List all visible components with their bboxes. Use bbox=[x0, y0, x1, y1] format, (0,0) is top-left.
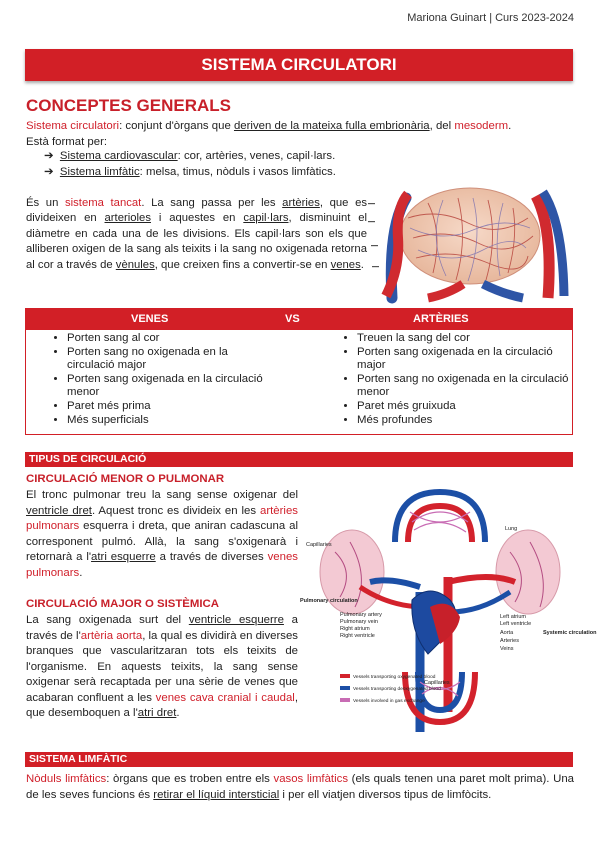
label-left-atrium: Left atrium bbox=[500, 614, 526, 620]
legend-exchange: Vessels involved in gas exchange bbox=[353, 699, 425, 704]
text: El tronc pulmonar treu la sang sense oxigenar del bbox=[26, 489, 298, 501]
heading-circulacio-major: CIRCULACIÓ MAJOR O SISTÈMICA bbox=[26, 598, 220, 610]
term-limfatic: Sistema limfàtic bbox=[59, 165, 140, 178]
term-arteries-pulmonars: artèries pulmonars bbox=[26, 504, 298, 532]
arteries-item: • Porten sang no oxigenada en la circulació menor bbox=[357, 373, 569, 400]
def-underlined: deriven de la mateixa fulla embrionària bbox=[233, 120, 430, 132]
term-atri-dret: atri dret bbox=[137, 707, 177, 719]
def-text: . bbox=[508, 120, 512, 132]
col-vs: VS bbox=[285, 313, 300, 325]
text: a través de l' bbox=[26, 614, 298, 642]
term-venes: venes bbox=[330, 258, 361, 271]
term-capillars: capil·lars bbox=[243, 212, 289, 225]
def-text: : conjunt d'òrgans que bbox=[119, 120, 234, 132]
venes-item: • Porten sang no oxigenada en la circulació major bbox=[67, 346, 271, 373]
term-noduls-limfatics: Nòduls limfàtics bbox=[26, 773, 107, 785]
venes-item: • Més superficials bbox=[67, 414, 271, 428]
legend-deoxygenated: Vessels transporting deoxygenated blood bbox=[353, 687, 441, 692]
text: , que es divideixen en bbox=[26, 197, 368, 225]
arteries-column bbox=[339, 332, 569, 427]
list-item bbox=[44, 165, 336, 181]
label-arteries: Arteries bbox=[500, 638, 519, 644]
term-arteries: artèries bbox=[282, 197, 320, 209]
arrow-icon: ➔ bbox=[44, 150, 54, 162]
definition-paragraph bbox=[26, 119, 576, 150]
text: , que desemboquen a l' bbox=[26, 691, 298, 719]
section-bar-limfatic: SISTEMA LIMFÀTIC bbox=[25, 752, 573, 767]
legend-swatch-oxygenated bbox=[340, 674, 350, 678]
comparison-table-header bbox=[25, 308, 573, 330]
term-venes-cava: venes cava cranial i caudal bbox=[155, 691, 295, 704]
text: És un bbox=[26, 197, 65, 209]
comparison-table-body bbox=[25, 330, 573, 435]
term-venes-pulmonars: venes pulmonars bbox=[26, 551, 298, 579]
term-retirar-liquid: retirar el líquid intersticial bbox=[153, 788, 280, 801]
components-list bbox=[44, 149, 336, 180]
term-atri-esquerre: atri esquerre bbox=[91, 551, 156, 563]
venes-item: • Porten sang oxigenada en la circulació menor bbox=[67, 373, 271, 400]
legend-swatch-exchange bbox=[340, 698, 350, 702]
text: . Aquest tronc es divideix en les bbox=[91, 504, 260, 517]
arrow-icon: ➔ bbox=[44, 165, 54, 178]
text: . bbox=[79, 566, 83, 579]
section-bar-tipus: TIPUS DE CIRCULACIÓ bbox=[25, 452, 573, 467]
format-intro: Està format per: bbox=[26, 135, 108, 148]
circulation-diagram bbox=[300, 482, 597, 732]
text: . bbox=[360, 258, 364, 271]
author-header: Mariona Guinart | Curs 2023-2024 bbox=[407, 12, 574, 24]
label-capillaries: Capillaries bbox=[306, 542, 332, 548]
label-veins: Veins bbox=[500, 646, 514, 652]
text: La sang oxigenada surt del bbox=[26, 614, 189, 626]
col-arteries: ARTÈRIES bbox=[413, 313, 469, 325]
label-systemic-circulation: Systemic circulation bbox=[543, 630, 597, 636]
term-mesoderm: mesoderm bbox=[454, 120, 509, 132]
term-sistema-circulatori: Sistema circulatori bbox=[26, 120, 120, 132]
label-right-atrium: Right atrium bbox=[340, 626, 370, 632]
label-capillaries-bottom: Capillaries bbox=[424, 680, 450, 686]
text: i per ell viatjen diversos tipus de limfòcits. bbox=[279, 788, 492, 801]
arteries-item: • Treuen la sang del cor bbox=[357, 332, 569, 346]
circulacio-major-paragraph bbox=[26, 613, 298, 722]
text: i aquestes en bbox=[150, 212, 244, 225]
label-aorta: Aorta bbox=[500, 630, 514, 636]
legend-swatch-deoxygenated bbox=[340, 686, 350, 690]
text: esquerra i dreta, que aniran cadascuna al corresponent pulmó. Allà, la sang s'oxigenarà i retornarà a l' bbox=[26, 520, 298, 563]
text: . La sang passa per les bbox=[141, 197, 283, 209]
text: , que creixen fins a convertir-se en bbox=[154, 258, 331, 271]
term-arteria-aorta: artèria aorta bbox=[80, 629, 143, 642]
term-ventricle-esquerre: ventricle esquerre bbox=[188, 614, 284, 626]
heading-circulacio-menor: CIRCULACIÓ MENOR O PULMONAR bbox=[26, 473, 225, 485]
venes-item: • Paret més prima bbox=[67, 400, 271, 414]
item-text: : cor, artèries, venes, capil·lars. bbox=[177, 150, 336, 162]
label-pulmonary-vein: Pulmonary vein bbox=[340, 619, 378, 625]
text: : òrgans que es troben entre els bbox=[106, 773, 274, 785]
arteries-item: • Més profundes bbox=[357, 414, 569, 428]
term-sistema-tancat: sistema tancat bbox=[65, 197, 142, 209]
term-venules: vènules bbox=[115, 258, 155, 271]
venes-column bbox=[49, 332, 271, 427]
term-ventricle-dret: ventricle dret bbox=[26, 504, 92, 517]
arteries-item: • Porten sang oxigenada en la circulació major bbox=[357, 346, 569, 373]
text: a través de diverses bbox=[155, 551, 268, 563]
lymph-paragraph bbox=[26, 772, 574, 803]
arteries-item: • Paret més gruixuda bbox=[357, 400, 569, 414]
text: . bbox=[176, 707, 180, 719]
section-heading-general: CONCEPTES GENERALS bbox=[26, 96, 231, 115]
label-left-ventricle: Left ventricle bbox=[500, 621, 532, 627]
col-venes: VENES bbox=[131, 313, 169, 325]
label-lung: Lung bbox=[505, 526, 518, 532]
def-text: , del bbox=[429, 120, 455, 132]
label-pulmonary-circulation: Pulmonary circulation bbox=[300, 598, 358, 604]
label-right-ventricle: Right ventricle bbox=[340, 633, 375, 639]
legend-oxygenated: Vessels transporting oxygenated blood bbox=[353, 675, 436, 680]
text: , la qual es dividirà en diverses branques que vascularitzaran tots els teixits de l'organisme. En aquests teixits, la sang sense oxigenar serà recaptada per una sèrie de venes que acabaran confluent a les bbox=[26, 629, 298, 704]
item-text: : melsa, timus, nòduls i vasos limfàtics. bbox=[139, 165, 336, 178]
term-cardiovascular: Sistema cardiovascular bbox=[59, 150, 178, 162]
circulacio-menor-paragraph bbox=[26, 488, 298, 581]
venes-item: • Porten sang al cor bbox=[67, 332, 271, 346]
text: , disminuint el diàmetre en cada una de les divisions. Els capil·lars son els que alliberen oxigen de la sang als teixits i la sang no oxigenada retorna al cor a través de bbox=[26, 212, 368, 271]
list-item bbox=[44, 149, 336, 165]
page-title: SISTEMA CIRCULATORI bbox=[25, 49, 573, 81]
label-pulmonary-artery: Pulmonary artery bbox=[340, 612, 382, 618]
closed-system-paragraph bbox=[26, 196, 367, 273]
term-arterioles: arterioles bbox=[104, 212, 151, 225]
term-vasos-limfatics: vasos limfàtics bbox=[273, 773, 349, 785]
text: (els quals tenen una paret molt prima). Una de les seves funcions és bbox=[26, 773, 574, 801]
capillary-bed-illustration bbox=[368, 188, 576, 298]
